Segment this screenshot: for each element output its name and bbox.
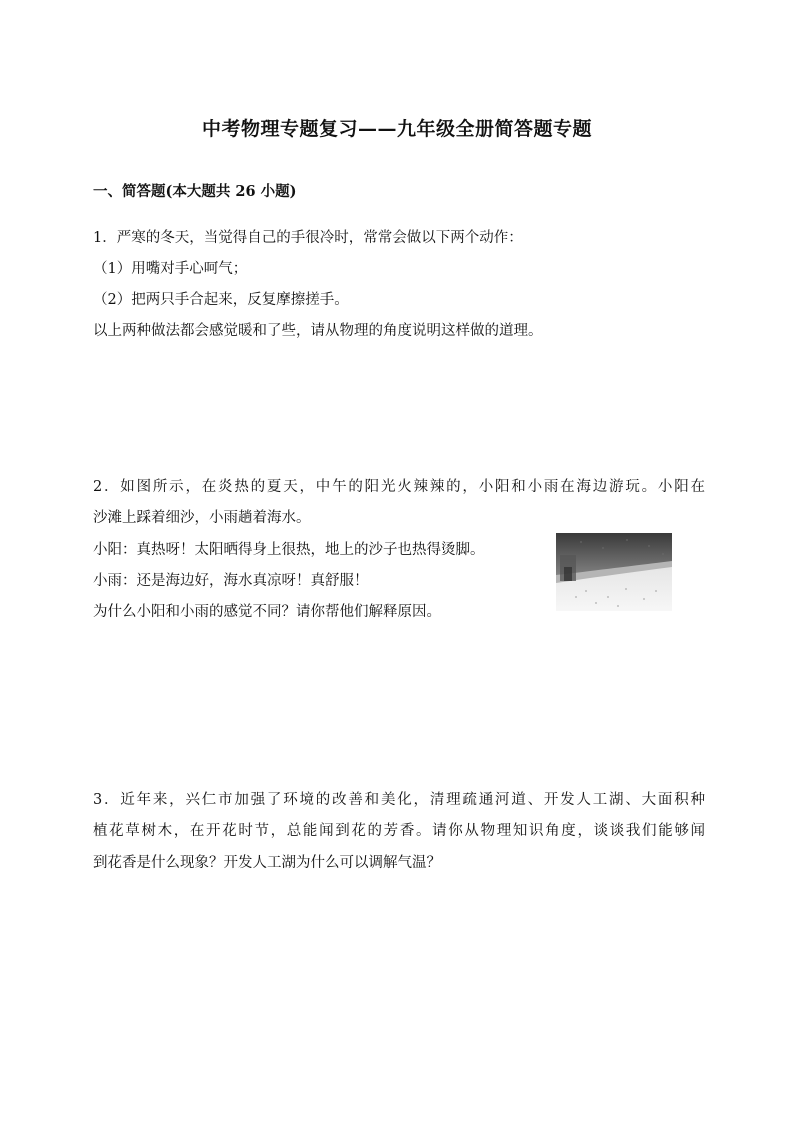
question-3-stem-line-1: 3．近年来，兴仁市加强了环境的改善和美化，清理疏通河道、开发人工湖、大面积种 <box>93 792 705 808</box>
page-title: 中考物理专题复习——九年级全册简答题专题 <box>201 118 592 140</box>
question-1-ask: 以上两种做法都会感觉暖和了些，请从物理的角度说明这样做的道理。 <box>93 323 543 339</box>
question-2-dialogue-xiaoyu: 小雨：还是海边好，海水真凉呀！真舒服！ <box>93 573 369 589</box>
section-heading: 一、简答题(本大题共 26 小题) <box>93 183 297 200</box>
question-1-item-1: （1）用嘴对手心呵气； <box>93 261 248 277</box>
question-2-stem-line-2: 沙滩上踩着细沙，小雨趟着海水。 <box>93 510 311 526</box>
question-3-stem-line-2: 植花草树木，在开花时节，总能闻到花的芳香。请你从物理知识角度，谈谈我们能够闻 <box>93 823 705 839</box>
question-1-item-2: （2）把两只手合起来，反复摩擦搓手。 <box>93 292 349 308</box>
question-2-dialogue-xiaoyang: 小阳：真热呀！太阳晒得身上很热，地上的沙子也热得烫脚。 <box>93 542 485 558</box>
beach-photo <box>556 533 672 611</box>
question-2-ask: 为什么小阳和小雨的感觉不同？请你帮他们解释原因。 <box>93 604 441 620</box>
question-3-ask: 到花香是什么现象？开发人工湖为什么可以调解气温？ <box>93 855 441 871</box>
question-2-stem-line-1: 2．如图所示，在炎热的夏天，中午的阳光火辣辣的，小阳和小雨在海边游玩。小阳在 <box>93 479 705 495</box>
question-1-stem: 1．严寒的冬天，当觉得自己的手很冷时，常常会做以下两个动作： <box>93 230 523 246</box>
